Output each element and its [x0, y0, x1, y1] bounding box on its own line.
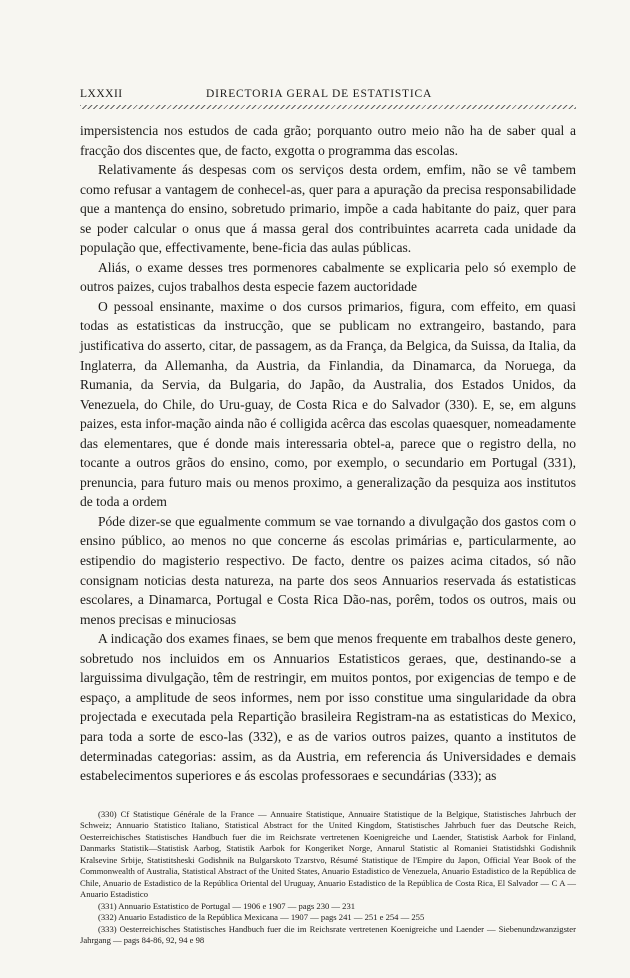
- footnote: (330) Cf Statistique Générale de la France — Annuaire Statistique, Annuaire Statistique de la Belgique, Statistisches Jahrbuch der Schweiz; Annuario Statistico Italiano, Statistical Abstract for the United Kingdom, Statistisches Jahrbuch fuer das Deutsche Reich, Oesterreichisches Statistisches Handbuch fuer die im Reichsrate vertretenen Koenigreiche und Laender, Statistisk Aarbok for Finland, Danmarks Statistik—Statistisk Aarbog, Statistik Aarbok for Kongeriket Norge, Annarul Statistic al Romaniei Statistidshki Godishnik Kralsevine Srbije, Statistitsheski Godishnik na Bulgarskoto Tzarstvo, Résumé Statistique de l'Empire du Japon, Official Year Book of the Commonwealth of Australia, Statistical Abstract of the United States, Anuario Estadistico de Venezuela, Anuario Estadistico de la República de Chile, Anuario de Estadistico de la República Oriental del Uruguay, Anuario Estadistico de la República de Costa Rica, El Salvador — C A — Anuario Estadistico: [80, 808, 576, 900]
- page-number: LXXXII: [80, 88, 123, 100]
- body-text: [80, 121, 576, 786]
- footnote: (331) Annuario Estatistico de Portugal — 1906 e 1907 — pags 230 — 231: [98, 900, 356, 911]
- footnotes: [80, 809, 576, 947]
- running-header: [80, 88, 576, 104]
- header-rule: [80, 105, 576, 109]
- footnote: (333) Oesterreichisches Statistisches Handbuch fuer die im Reichsrate vertretenen Koenigreiche und Laender — Siebenundzwanzigster Jahrgang — pags 84-86, 92, 94 e 98: [80, 923, 576, 946]
- paragraph: O pessoal ensinante, maxime o dos cursos primarios, figura, com effeito, em quasi todas as estatisticas da instrucção, que se publicam no extrangeiro, bastando, para justificativa do asserto, citar, de passagem, as da França, da Belgica, da Suissa, da Italia, da Inglaterra, da Allemanha, da Austria, da Finlandia, da Dinamarca, da Noruega, da Rumania, da Servia, da Bulgaria, do Japão, da Australia, dos Estados Unidos, da Venezuela, do Chile, do Uru-guay, de Costa Rica e do Salvador (330). E, se, em alguns paizes, esta infor-mação ainda não é colligida acêrca das escolas quaesquer, nomeadamente das elementares, que é donde mais interessaria obtel-a, parece que o registro della, no tocante a outros grãos do ensino, como, por exemplo, o secundario em Portugal (331), prenuncia, para futuro mais ou menos proximo, a generalização da pesquiza aos institutos de toda a ordem: [80, 298, 576, 510]
- footnote: (332) Anuario Estadistico de la República Mexicana — 1907 — pags 241 — 251 e 254 — 255: [98, 912, 425, 923]
- paragraph: Relativamente ás despesas com os serviços desta ordem, emfim, não se vê tambem como refusar a vantagem de conhecel-as, quer para a apuração da precisa responsabilidade que a mantença do ensino, sobretudo primario, impõe a cada habitante do paiz, quer para se poder calcular o onus que á massa geral dos contribuintes acarreta cada unidade da população que, effectivamente, bene-ficia das aulas públicas.: [80, 162, 576, 256]
- running-title: DIRECTORIA GERAL DE ESTATISTICA: [206, 88, 433, 100]
- paragraph: A indicação dos exames finaes, se bem que menos frequente em trabalhos deste genero, sobretudo nos incluidos em os Annuarios Estatisticos geraes, que, destinando-se a larguissima divulgação, têm de restringir, em muitos pontos, por exigencias de tempo e de espaço, a amplitude de seos informes, nem por isso constitue uma singularidade da obra projectada e executada pela Repartição brasileira Registram-na as estatisticas do Mexico, para toda a sorte de esco-las (332), e as de varios outros paizes, quanto a institutos de determinadas categorias: assim, as da Austria, em referencia ás Universidades e demais estabelecimentos superiores e ás escolas professoraes e secundárias (333); as: [80, 631, 576, 784]
- paragraph: Póde dizer-se que egualmente commum se vae tornando a divulgação dos gastos com o ensino público, ao menos no que concerne ás escolas primárias e, particularmente, ao estipendio do magisterio respectivo. De facto, dentre os paizes acima citados, só não consignam noticias desta natureza, na parte dos seos Annuarios reservada ás estatisticas escolares, a Dinamarca, Portugal e Costa Rica Dão-nas, porêm, todos os outros, mais ou menos precisas e minuciosas: [80, 513, 576, 627]
- paragraph: Aliás, o exame desses tres pormenores cabalmente se explicaria pelo só exemplo de outros paizes, cujos trabalhos desta especie fazem auctoridade: [80, 259, 576, 295]
- paragraph: impersistencia nos estudos de cada grão; porquanto outro meio não ha de saber qual a fracção dos discentes que, de facto, exgotta o programma das escolas.: [80, 123, 576, 158]
